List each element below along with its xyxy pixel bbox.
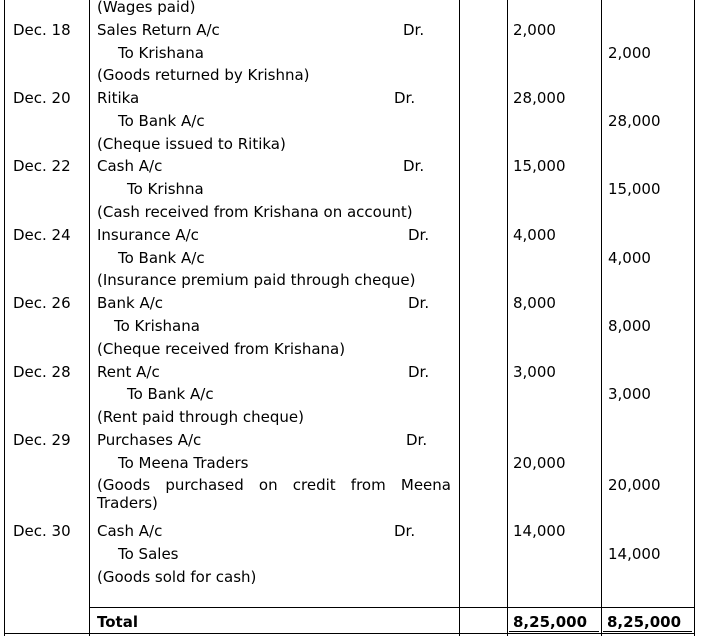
credit-account: To Bank A/c bbox=[118, 249, 205, 267]
debit-amount: 4,000 bbox=[513, 226, 556, 244]
credit-amount: 3,000 bbox=[608, 385, 651, 403]
entry-date: Dec. 24 bbox=[13, 226, 71, 244]
narration: (Cheque issued to Ritika) bbox=[97, 135, 286, 153]
credit-account: To Krishna bbox=[127, 180, 204, 198]
credit-account: To Bank A/c bbox=[118, 112, 205, 130]
debit-amount: 2,000 bbox=[513, 21, 556, 39]
debit-account: Ritika bbox=[97, 89, 140, 107]
entry-date: Dec. 29 bbox=[13, 431, 71, 449]
column-border bbox=[459, 0, 460, 636]
debit-amount: 14,000 bbox=[513, 522, 566, 540]
credit-amount: 8,000 bbox=[608, 317, 651, 335]
top-narration: (Wages paid) bbox=[97, 0, 196, 16]
dr-label: Dr. bbox=[406, 431, 428, 449]
entry-date: Dec. 20 bbox=[13, 89, 71, 107]
entry-date: Dec. 30 bbox=[13, 522, 71, 540]
column-border bbox=[4, 0, 5, 636]
dr-label: Dr. bbox=[403, 157, 425, 175]
narration: (Cheque received from Krishana) bbox=[97, 340, 346, 358]
column-border bbox=[601, 0, 602, 636]
credit-account: To Bank A/c bbox=[127, 385, 214, 403]
total-underline bbox=[603, 631, 692, 632]
narration: (Rent paid through cheque) bbox=[97, 408, 304, 426]
total-label: Total bbox=[97, 613, 138, 631]
table-bottom-border bbox=[4, 633, 695, 634]
credit-account: To Krishana bbox=[118, 44, 204, 62]
credit-amount: 15,000 bbox=[608, 180, 661, 198]
credit-amount: 4,000 bbox=[608, 249, 651, 267]
dr-label: Dr. bbox=[408, 226, 430, 244]
narration: (Goods purchased on credit from Meena Traders) bbox=[97, 476, 451, 512]
total-debit: 8,25,000 bbox=[513, 613, 588, 631]
column-border bbox=[507, 0, 508, 636]
debit-account: Bank A/c bbox=[97, 294, 164, 312]
credit-amount: 14,000 bbox=[608, 545, 661, 563]
credit-amount: 28,000 bbox=[608, 112, 661, 130]
credit-account: To Meena Traders bbox=[118, 454, 249, 472]
dr-label: Dr. bbox=[394, 89, 416, 107]
dr-label: Dr. bbox=[403, 21, 425, 39]
credit-amount: 20,000 bbox=[608, 476, 661, 494]
dr-label: Dr. bbox=[394, 522, 416, 540]
debit-account: Rent A/c bbox=[97, 363, 160, 381]
entry-date: Dec. 26 bbox=[13, 294, 71, 312]
debit-amount: 3,000 bbox=[513, 363, 556, 381]
debit-account: Purchases A/c bbox=[97, 431, 202, 449]
narration: (Goods returned by Krishna) bbox=[97, 66, 310, 84]
narration: (Goods sold for cash) bbox=[97, 568, 257, 586]
credit-amount: 2,000 bbox=[608, 44, 651, 62]
total-credit: 8,25,000 bbox=[607, 613, 682, 631]
dr-label: Dr. bbox=[408, 363, 430, 381]
credit-account: To Krishana bbox=[114, 317, 200, 335]
debit-amount: 15,000 bbox=[513, 157, 566, 175]
entry-date: Dec. 18 bbox=[13, 21, 71, 39]
entry-date: Dec. 22 bbox=[13, 157, 71, 175]
debit-account: Sales Return A/c bbox=[97, 21, 220, 39]
total-row-top-border bbox=[89, 607, 695, 608]
debit-account: Cash A/c bbox=[97, 522, 163, 540]
column-border bbox=[694, 0, 695, 636]
debit-amount: 8,000 bbox=[513, 294, 556, 312]
entry-date: Dec. 28 bbox=[13, 363, 71, 381]
debit-account: Cash A/c bbox=[97, 157, 163, 175]
total-underline bbox=[509, 631, 599, 632]
debit-account: Insurance A/c bbox=[97, 226, 199, 244]
narration: (Insurance premium paid through cheque) bbox=[97, 271, 416, 289]
credit-account: To Sales bbox=[118, 545, 179, 563]
narration: (Cash received from Krishana on account) bbox=[97, 203, 413, 221]
debit-amount: 28,000 bbox=[513, 89, 566, 107]
dr-label: Dr. bbox=[408, 294, 430, 312]
debit-amount: 20,000 bbox=[513, 454, 566, 472]
column-border bbox=[89, 0, 90, 636]
